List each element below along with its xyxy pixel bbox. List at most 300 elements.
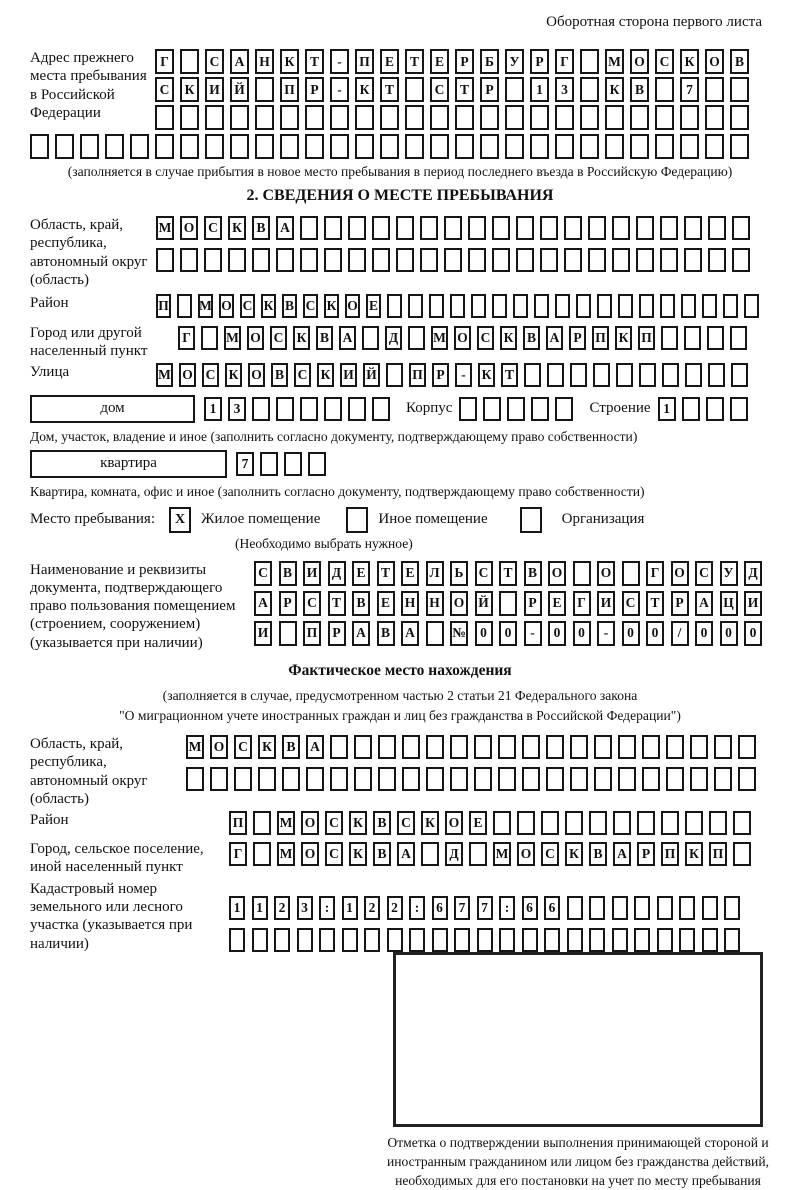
char-cell — [730, 326, 747, 350]
char-cell: Д — [445, 842, 463, 866]
char-cell — [342, 928, 358, 952]
char-cell: 0 — [720, 621, 738, 646]
char-cell — [430, 134, 449, 159]
char-cell — [570, 735, 588, 759]
char-cell: Г — [155, 49, 174, 74]
char-cell — [588, 248, 606, 272]
char-cell — [426, 621, 444, 646]
char-cell — [605, 105, 624, 130]
char-cell: А — [306, 735, 324, 759]
char-cell: И — [303, 561, 321, 586]
char-cell — [284, 452, 302, 476]
char-cell — [634, 928, 650, 952]
char-cell — [589, 896, 605, 920]
apartment-cells — [236, 452, 326, 476]
char-cell — [450, 294, 465, 318]
char-cell — [252, 397, 270, 421]
char-cell: С — [205, 49, 224, 74]
char-cell: В — [523, 326, 540, 350]
char-cell — [522, 928, 538, 952]
region-rows — [156, 216, 750, 272]
char-cell: Д — [328, 561, 346, 586]
char-cell: П — [303, 621, 321, 646]
char-cell — [540, 248, 558, 272]
char-cell — [260, 452, 278, 476]
char-cell — [455, 105, 474, 130]
char-cell — [714, 735, 732, 759]
city-label: Город или другой населенный пункт — [30, 325, 148, 360]
char-cell — [612, 928, 628, 952]
char-cell — [605, 134, 624, 159]
char-cell — [661, 811, 679, 835]
char-cell — [300, 216, 318, 240]
char-cell: Е — [366, 294, 381, 318]
char-cell: 1 — [204, 397, 222, 421]
char-cell: С — [202, 363, 219, 387]
char-cell — [555, 105, 574, 130]
char-cell — [565, 811, 583, 835]
char-cell — [540, 216, 558, 240]
char-cell — [730, 105, 749, 130]
char-cell: С — [622, 591, 640, 616]
char-cell — [444, 216, 462, 240]
char-cell: А — [339, 326, 356, 350]
char-cell: О — [345, 294, 360, 318]
char-cell: А — [230, 49, 249, 74]
char-cell — [498, 735, 516, 759]
char-cell: Г — [555, 49, 574, 74]
char-cell — [474, 735, 492, 759]
char-cell: Д — [385, 326, 402, 350]
char-cell: О — [210, 735, 228, 759]
char-cell — [612, 248, 630, 272]
char-cell — [731, 363, 748, 387]
char-cell: П — [661, 842, 679, 866]
char-cell — [714, 767, 732, 791]
char-cell: 3 — [555, 77, 574, 102]
char-cell — [505, 134, 524, 159]
char-cell — [655, 105, 674, 130]
char-cell — [705, 134, 724, 159]
checkbox-residential: X — [169, 507, 191, 533]
char-cell — [201, 326, 218, 350]
char-cell — [426, 767, 444, 791]
char-cell — [622, 561, 640, 586]
char-cell: Г — [646, 561, 664, 586]
house-row — [30, 395, 770, 423]
char-cell — [636, 216, 654, 240]
char-cell — [455, 134, 474, 159]
char-cell: Н — [426, 591, 444, 616]
char-cell — [594, 735, 612, 759]
char-cell — [522, 767, 540, 791]
char-cell — [680, 105, 699, 130]
char-cell — [524, 363, 541, 387]
char-cell — [300, 248, 318, 272]
char-cell — [637, 811, 655, 835]
char-cell — [580, 134, 599, 159]
char-cell: К — [349, 811, 367, 835]
char-cell: И — [744, 591, 762, 616]
char-cell — [204, 248, 222, 272]
char-cell: С — [204, 216, 222, 240]
char-cell — [507, 397, 525, 421]
char-cell: Р — [305, 77, 324, 102]
char-cell: Н — [401, 591, 419, 616]
char-cell — [612, 216, 630, 240]
document-row-2 — [254, 591, 762, 616]
char-cell — [723, 294, 738, 318]
char-cell: Г — [229, 842, 247, 866]
char-cell — [469, 842, 487, 866]
char-cell: 3 — [297, 896, 313, 920]
char-cell — [492, 294, 507, 318]
char-cell — [708, 216, 726, 240]
char-cell — [492, 248, 510, 272]
char-cell — [444, 248, 462, 272]
char-cell: П — [229, 811, 247, 835]
cadastre-row-1 — [229, 896, 740, 920]
char-cell — [738, 767, 756, 791]
char-cell — [639, 294, 654, 318]
char-cell: У — [720, 561, 738, 586]
char-cell — [642, 767, 660, 791]
char-cell: К — [615, 326, 632, 350]
char-cell: С — [270, 326, 287, 350]
char-cell — [300, 397, 318, 421]
char-cell: А — [613, 842, 631, 866]
actual-location-note-1: (заполняется в случае, предусмотренном частью 2 статьи 21 Федерального закона — [162, 688, 638, 704]
char-cell: С — [541, 842, 559, 866]
char-cell — [372, 248, 390, 272]
char-cell — [682, 397, 700, 421]
char-cell: Т — [305, 49, 324, 74]
char-cell: 7 — [477, 896, 493, 920]
char-cell: Р — [455, 49, 474, 74]
char-cell — [630, 105, 649, 130]
char-cell — [498, 767, 516, 791]
district-block — [30, 294, 770, 318]
char-cell — [429, 294, 444, 318]
char-cell — [372, 397, 390, 421]
char-cell: Т — [405, 49, 424, 74]
char-cell: 1 — [252, 896, 268, 920]
house-widebox: дом — [30, 395, 195, 423]
char-cell: К — [324, 294, 339, 318]
char-cell: Е — [352, 561, 370, 586]
char-cell — [305, 134, 324, 159]
char-cell: 7 — [680, 77, 699, 102]
char-cell: И — [340, 363, 357, 387]
char-cell: О — [705, 49, 724, 74]
char-cell — [684, 216, 702, 240]
char-cell — [471, 294, 486, 318]
char-cell — [130, 134, 149, 159]
char-cell: 7 — [236, 452, 254, 476]
fact-city-block — [30, 840, 770, 877]
char-cell — [105, 134, 124, 159]
char-cell — [228, 248, 246, 272]
char-cell — [348, 397, 366, 421]
char-cell — [733, 842, 751, 866]
char-cell: К — [225, 363, 242, 387]
char-cell: 6 — [522, 896, 538, 920]
char-cell — [662, 363, 679, 387]
char-cell — [680, 134, 699, 159]
char-cell: В — [282, 735, 300, 759]
char-cell: О — [301, 842, 319, 866]
char-cell: № — [450, 621, 468, 646]
char-cell: И — [205, 77, 224, 102]
char-cell — [450, 767, 468, 791]
char-cell: - — [524, 621, 542, 646]
char-cell — [513, 294, 528, 318]
char-cell: В — [730, 49, 749, 74]
char-cell: П — [592, 326, 609, 350]
stay-type-option-organization: Организация — [561, 511, 645, 528]
char-cell — [468, 216, 486, 240]
char-cell — [319, 928, 335, 952]
char-cell: Б — [480, 49, 499, 74]
char-cell — [380, 134, 399, 159]
char-cell — [634, 896, 650, 920]
char-cell — [613, 811, 631, 835]
char-cell — [274, 928, 290, 952]
apartment-caption: Квартира, комната, офис и иное (заполнить согласно документу, подтверждающему право собственности) — [30, 483, 645, 499]
char-cell: Т — [499, 561, 517, 586]
char-cell — [684, 326, 701, 350]
char-cell: К — [421, 811, 439, 835]
char-cell: 0 — [573, 621, 591, 646]
district-row — [156, 294, 759, 318]
char-cell — [80, 134, 99, 159]
char-cell — [580, 105, 599, 130]
char-cell: М — [493, 842, 511, 866]
char-cell — [702, 896, 718, 920]
char-cell: У — [505, 49, 524, 74]
stay-type-option-residential: Жилое помещение — [201, 511, 321, 528]
fact-region-row-2 — [186, 767, 756, 791]
stroenie-label: Строение — [589, 400, 651, 417]
char-cell: С — [155, 77, 174, 102]
char-cell — [567, 896, 583, 920]
char-cell — [155, 134, 174, 159]
char-cell — [580, 77, 599, 102]
stay-type-row — [30, 507, 770, 533]
char-cell: О — [248, 363, 265, 387]
char-cell — [685, 811, 703, 835]
char-cell — [186, 767, 204, 791]
region-label: Область, край, республика, автономный округ (область) — [30, 217, 148, 288]
char-cell: Р — [637, 842, 655, 866]
char-cell — [480, 134, 499, 159]
char-cell — [252, 928, 268, 952]
char-cell: О — [548, 561, 566, 586]
char-cell: В — [373, 811, 391, 835]
char-cell: К — [500, 326, 517, 350]
prev-address-rows — [155, 49, 749, 133]
char-cell — [387, 928, 403, 952]
char-cell: Р — [480, 77, 499, 102]
region-row-2 — [156, 248, 750, 272]
char-cell: К — [293, 326, 310, 350]
char-cell — [679, 928, 695, 952]
char-cell — [258, 767, 276, 791]
char-cell — [493, 811, 511, 835]
char-cell — [642, 735, 660, 759]
char-cell — [597, 294, 612, 318]
char-cell — [205, 105, 224, 130]
char-cell — [330, 134, 349, 159]
char-cell: П — [709, 842, 727, 866]
char-cell — [180, 49, 199, 74]
document-row-3 — [254, 621, 762, 646]
char-cell — [588, 216, 606, 240]
char-cell — [630, 134, 649, 159]
char-cell: М — [224, 326, 241, 350]
char-cell: К — [355, 77, 374, 102]
char-cell: П — [156, 294, 171, 318]
char-cell — [387, 294, 402, 318]
char-cell — [480, 105, 499, 130]
char-cell: И — [597, 591, 615, 616]
house-caption: Дом, участок, владение и иное (заполнить согласно документу, подтверждающему право собственности) — [30, 428, 638, 444]
char-cell — [180, 248, 198, 272]
char-cell: К — [680, 49, 699, 74]
char-cell — [534, 294, 549, 318]
char-cell — [354, 767, 372, 791]
char-cell — [544, 928, 560, 952]
char-cell: : — [409, 896, 425, 920]
char-cell — [210, 767, 228, 791]
cadastre-rows — [229, 896, 740, 960]
char-cell: Г — [178, 326, 195, 350]
char-cell — [355, 105, 374, 130]
char-cell: 6 — [432, 896, 448, 920]
char-cell — [639, 363, 656, 387]
char-cell — [555, 294, 570, 318]
cadastre-block — [30, 880, 770, 960]
char-cell — [426, 735, 444, 759]
char-cell: Р — [279, 591, 297, 616]
char-cell: Е — [430, 49, 449, 74]
char-cell: О — [450, 591, 468, 616]
char-cell: О — [671, 561, 689, 586]
char-cell: М — [431, 326, 448, 350]
char-cell — [530, 105, 549, 130]
char-cell: Р — [328, 621, 346, 646]
char-cell — [724, 928, 740, 952]
char-cell — [505, 77, 524, 102]
char-cell: М — [156, 363, 173, 387]
char-cell: В — [316, 326, 333, 350]
char-cell: / — [671, 621, 689, 646]
char-cell: 0 — [548, 621, 566, 646]
char-cell: А — [254, 591, 272, 616]
char-cell — [420, 216, 438, 240]
char-cell — [618, 735, 636, 759]
char-cell: Т — [328, 591, 346, 616]
char-cell: М — [186, 735, 204, 759]
char-cell — [297, 928, 313, 952]
char-cell: С — [475, 561, 493, 586]
stamp-caption: Отметка о подтверждении выполнения принимающей стороной и иностранным гражданином или лицом без гражданства действий, необходимых для его постановки на учет по месту пребывания — [387, 1134, 769, 1188]
char-cell: П — [280, 77, 299, 102]
fact-region-row-1 — [186, 735, 756, 759]
char-cell — [474, 767, 492, 791]
char-cell — [546, 767, 564, 791]
char-cell — [324, 397, 342, 421]
char-cell: К — [280, 49, 299, 74]
char-cell: : — [319, 896, 335, 920]
char-cell: Е — [469, 811, 487, 835]
char-cell — [660, 216, 678, 240]
char-cell — [666, 735, 684, 759]
char-cell: 2 — [274, 896, 290, 920]
char-cell — [405, 77, 424, 102]
char-cell: С — [303, 294, 318, 318]
char-cell: Й — [363, 363, 380, 387]
char-cell: С — [397, 811, 415, 835]
district-label: Район — [30, 295, 69, 311]
char-cell: 6 — [544, 896, 560, 920]
char-cell — [732, 248, 750, 272]
char-cell: О — [517, 842, 535, 866]
char-cell — [657, 896, 673, 920]
char-cell — [372, 216, 390, 240]
char-cell: Т — [377, 561, 395, 586]
char-cell — [708, 363, 725, 387]
char-cell — [730, 77, 749, 102]
char-cell: В — [271, 363, 288, 387]
char-cell — [492, 216, 510, 240]
char-cell — [546, 735, 564, 759]
char-cell: О — [179, 363, 196, 387]
city-row — [178, 326, 747, 350]
char-cell: Р — [530, 49, 549, 74]
char-cell: О — [454, 326, 471, 350]
region-block — [30, 216, 770, 292]
char-cell — [276, 248, 294, 272]
char-cell: С — [325, 811, 343, 835]
char-cell: М — [198, 294, 213, 318]
fact-district-block — [30, 811, 770, 835]
char-cell — [709, 811, 727, 835]
char-cell — [402, 767, 420, 791]
char-cell: Е — [377, 591, 395, 616]
fact-district-row — [229, 811, 751, 835]
char-cell: А — [276, 216, 294, 240]
char-cell: А — [352, 621, 370, 646]
char-cell — [576, 294, 591, 318]
char-cell: О — [597, 561, 615, 586]
char-cell: К — [349, 842, 367, 866]
checkbox-organization — [520, 507, 542, 533]
char-cell — [229, 928, 245, 952]
char-cell: С — [294, 363, 311, 387]
char-cell — [708, 248, 726, 272]
char-cell: В — [630, 77, 649, 102]
char-cell — [255, 77, 274, 102]
char-cell: 1 — [342, 896, 358, 920]
fact-region-label: Область, край, республика, автономный округ (область) — [30, 736, 148, 807]
char-cell — [420, 248, 438, 272]
char-cell — [594, 767, 612, 791]
char-cell: Т — [646, 591, 664, 616]
actual-location-note-2: "О миграционном учете иностранных граждан и лиц без гражданства в Российской Федерации") — [119, 708, 681, 724]
char-cell — [405, 134, 424, 159]
char-cell — [661, 326, 678, 350]
